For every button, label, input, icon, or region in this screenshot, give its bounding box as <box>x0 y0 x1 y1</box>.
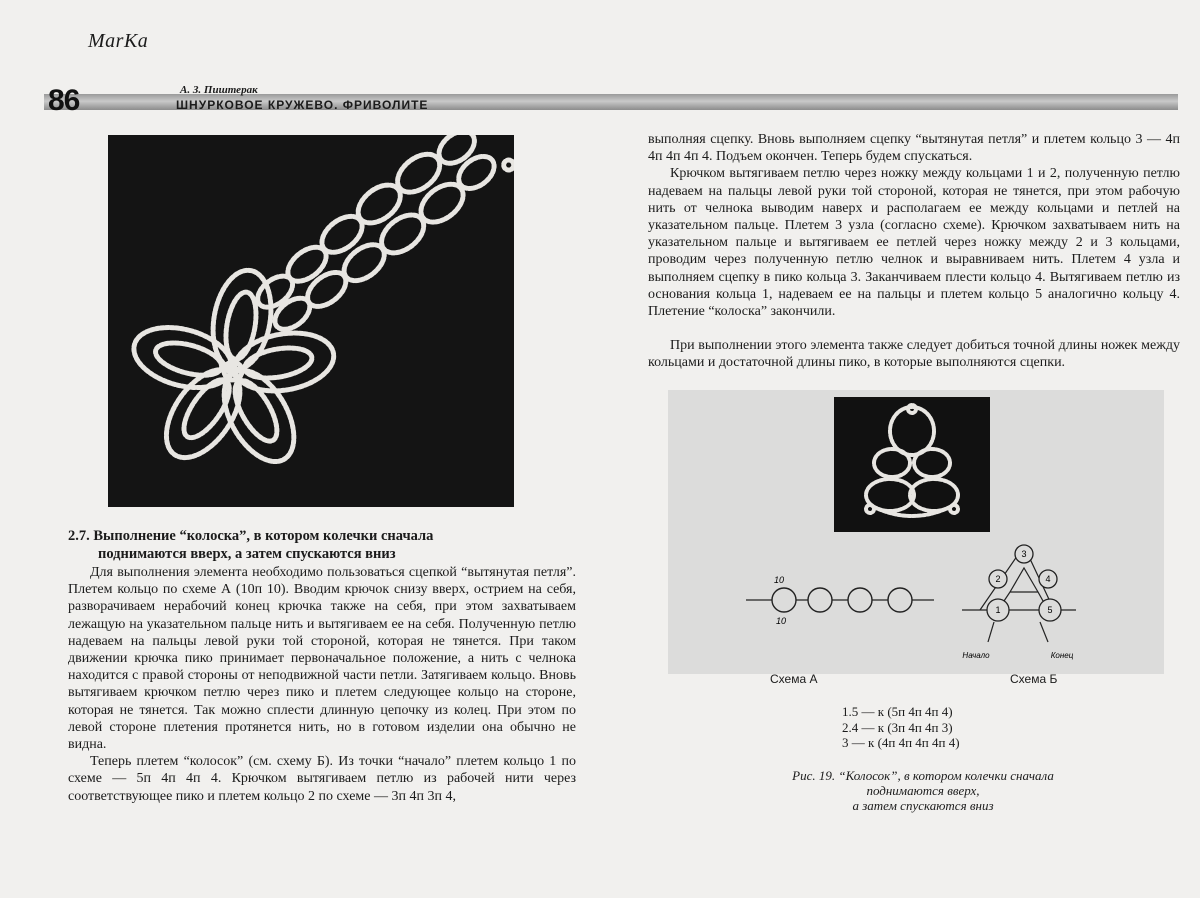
scheme-b-ring-label: 5 <box>1047 605 1053 615</box>
formula-line: 2.4 — к (3п 4п 4п 3) <box>842 719 953 735</box>
paragraph: При выполнении этого элемента также следует добиться точной длины ножек между кольцами и достаточной длины пико, в которые выполняются сцепки. <box>648 338 1180 371</box>
scheme-a-top-number: 10 <box>774 575 785 585</box>
watermark-text: MarKa <box>88 30 149 52</box>
scheme-b-start-arrow <box>988 622 994 642</box>
section-number: 2.7. <box>68 528 90 544</box>
scheme-b-end-label: Конец <box>1050 651 1074 660</box>
right-column-text <box>648 131 1180 320</box>
caption-line: а затем спускаются вниз <box>852 798 994 813</box>
scheme-a-ring <box>848 588 872 612</box>
section-heading <box>68 527 562 563</box>
scheme-b-label: Схема Б <box>1010 672 1058 686</box>
paragraph: Для выполнения элемента необходимо пользоваться сцепкой “вытянутая петля”. Плетем кольцо по схеме А (10п 10). Вводим крючок снизу вверх, острием на себя, разворачиваем нерабочий конец крючка также на себя, при этом захватываем лежащую на указательном пальце нить и вытягиваем ее на себя. Полученную петлю надеваем на пальцы левой руки той стороной, которая не тянется. При таком движении крючка пико принимает первоначальное положение, а нить с челнока находится с правой стороны от неподвижной части петли. Затягиваем кольцо. Вновь вытягиваем крючком петлю через пико и плетем следующее кольцо на стороне, которая не тянется. Так можно сплести длинную цепочку из колец. При этом по левой стороне плетения протянется нить, но в готовом изделии она обычно не видна. <box>68 565 576 753</box>
scheme-a-bottom-number: 10 <box>776 616 787 626</box>
page-number: 86 <box>48 84 80 117</box>
formula-line: 3 — к (4п 4п 4п 4п 4) <box>842 735 960 750</box>
lace-spike-drawing <box>834 397 990 532</box>
figure-caption <box>728 768 1118 813</box>
scheme-b-end-arrow <box>1040 622 1048 642</box>
scheme-a-label: Схема А <box>770 672 818 686</box>
paragraph: Теперь плетем “колосок” (см. схему Б). Из точки “начало” плетем кольцо 1 по схеме — 5п 4п 4п 4. Крючком вытягиваем петлю из рабочей нити через соответствующее пико и плетем кольцо 2 по схеме — 3п 4п 3п 4, <box>68 754 576 804</box>
ring-formulas <box>842 704 960 751</box>
formula-line: 1.5 — к (5п 4п 4п 4) <box>842 704 953 719</box>
right-column-text-closing <box>648 337 1180 371</box>
lace-spike <box>246 135 514 343</box>
scheme-b-ring-label: 4 <box>1045 574 1051 584</box>
section-title-line2: поднимаются вверх, а затем спускаются вниз <box>98 546 396 562</box>
caption-line: Рис. 19. “Колосок”, в котором колечки сначала <box>792 768 1054 783</box>
scheme-b-ring-label: 1 <box>995 605 1001 615</box>
lace-photo-small <box>834 397 990 532</box>
header-author: А. З. Пиштерак <box>180 84 258 96</box>
scheme-a-ring <box>888 588 912 612</box>
section-title-line1: Выполнение “колоска”, в котором колечки сначала <box>93 528 434 544</box>
paragraph: Крючком вытягиваем петлю через ножку между кольцами 1 и 2, полученную петлю надеваем на пальцы левой руки той стороной, которая не тянется, при этом рабочую нить от челнока выводим наверх и располагаем ее между кольцами и петлей на указательном пальце. Плетем 3 узла (согласно схеме). Крючком захватываем нить на указательном пальце и вытягиваем ее петлей через ножку между 2 и 3 кольцами, проводим через полученную петлю челнок и выравниваем нить. Плетем 4 узла и выполняем сцепку в пико кольца 3. Заканчиваем плести кольцо 4. Вытягиваем петлю из основания кольца 1, надеваем ее на пальцы и плетем кольцо 5 аналогично кольцу 4. Плетение “колоска” закончили. <box>648 166 1180 320</box>
scheme-a-ring <box>772 588 796 612</box>
scheme-b-ring-label: 3 <box>1021 549 1027 559</box>
left-column-text <box>68 564 576 805</box>
lace-photo-large <box>108 135 514 507</box>
scheme-b-diagram <box>958 538 1078 660</box>
header-book-title: ШНУРКОВОЕ КРУЖЕВО. ФРИВОЛИТЕ <box>176 98 429 112</box>
scheme-a-ring <box>808 588 832 612</box>
scheme-a-diagram <box>740 572 940 632</box>
scheme-b-ring-label: 2 <box>995 574 1001 584</box>
scheme-b-start-label: Начало <box>962 651 990 660</box>
caption-line: поднимаются вверх, <box>866 783 980 798</box>
lace-flower-drawing <box>108 135 514 507</box>
paragraph: выполняя сцепку. Вновь выполняем сцепку “вытянутая петля” и плетем кольцо 3 — 4п 4п 4п 4п 4. Подъем окончен. Теперь будем спускаться. <box>648 132 1180 165</box>
